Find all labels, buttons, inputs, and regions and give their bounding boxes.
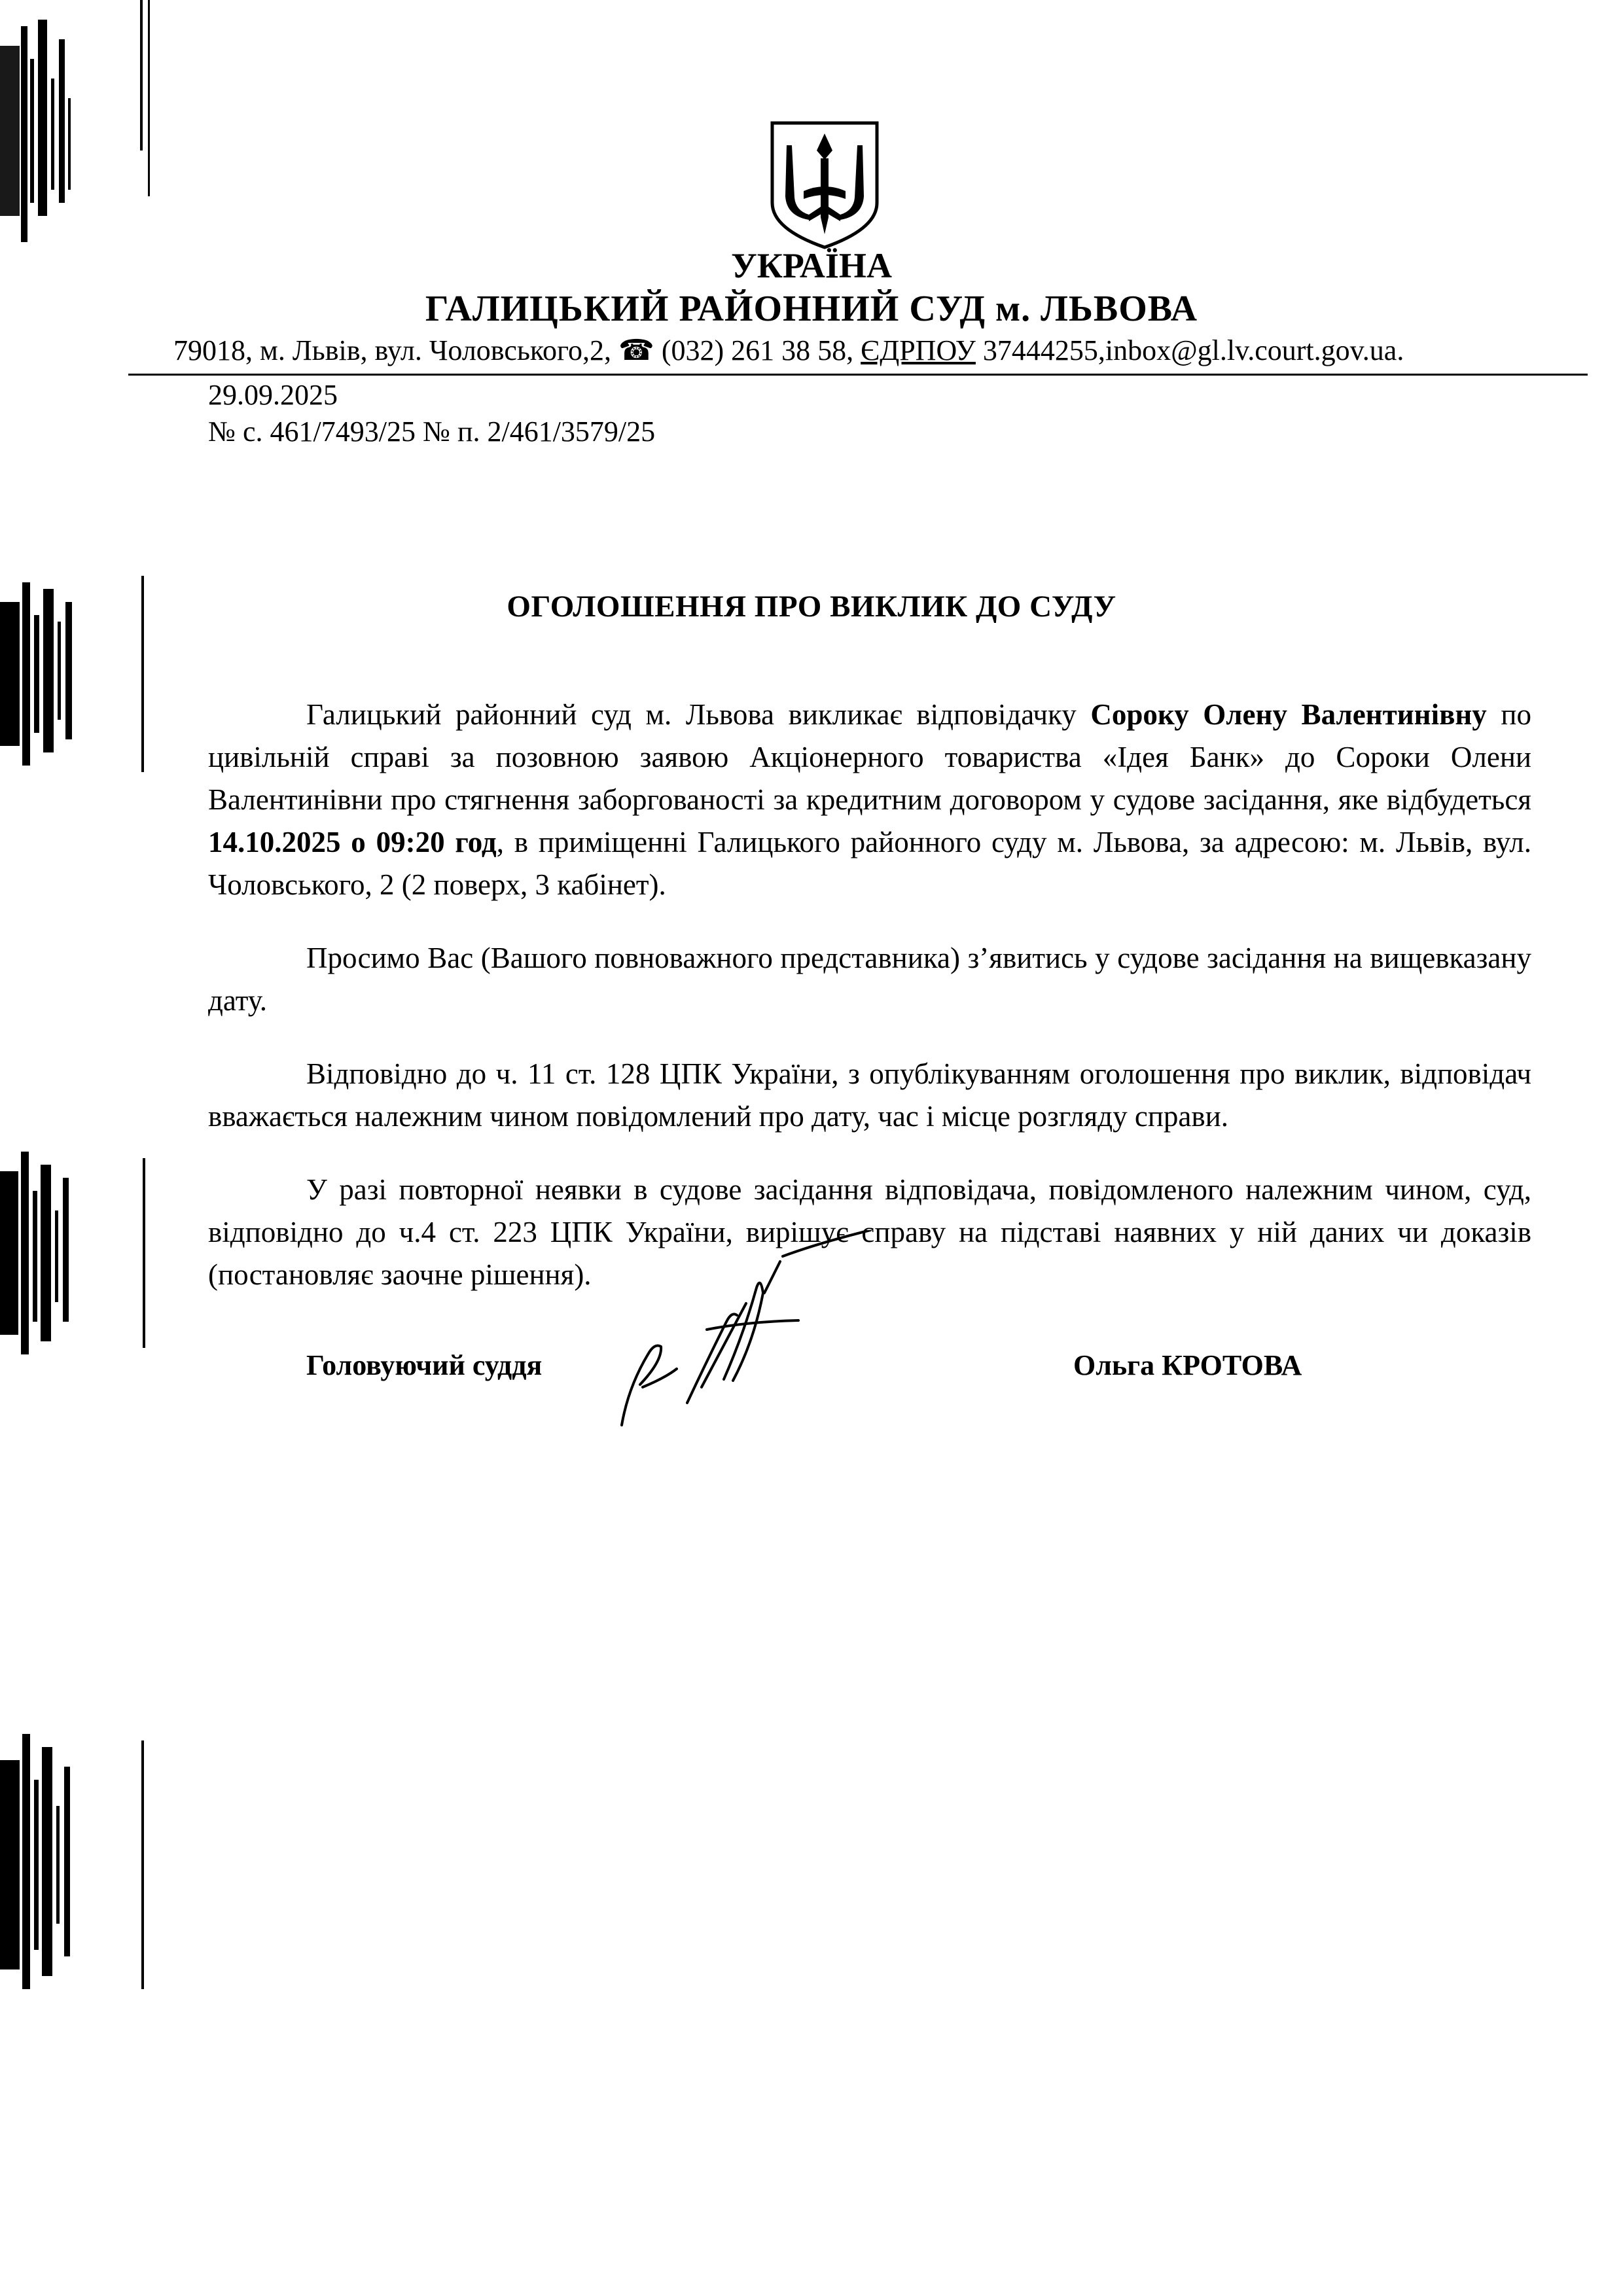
p1-text-a: Галицький районний суд м. Львова викликає відповідачку xyxy=(306,698,1091,731)
scan-artifact-left-lower-mid xyxy=(0,1152,157,1368)
ukraine-trident-icon xyxy=(767,119,882,250)
scan-artifact-left-top xyxy=(0,0,157,275)
telephone-icon: ☎ xyxy=(618,334,654,366)
paragraph-notice: Відповідно до ч. 11 ст. 128 ЦПК України, з опублікуванням оголошення про виклик, відповідач вважається належним чином повідомлений про дату, час і місце розгляду справи. xyxy=(208,1057,1531,1133)
case-number: № с. 461/7493/25 № п. 2/461/3579/25 xyxy=(208,415,656,448)
header-divider xyxy=(128,374,1588,376)
signer-name: Ольга КРОТОВА xyxy=(1073,1349,1302,1381)
p1-text-c: , в приміщенні Галицького районного суду м. Львова, за адресою: м. Львів, вул. Чоловського, 2 (2 поверх, 3 кабінет). xyxy=(208,826,1531,901)
defendant-name: Сороку Олену Валентинівну xyxy=(1090,698,1487,731)
court-phone: (032) 261 38 58, xyxy=(661,334,854,366)
paragraph-summons xyxy=(208,694,1531,906)
paragraph-request: Просимо Вас (Вашого повноважного представника) з’явитись у судове засідання на вищевказану дату. xyxy=(208,942,1531,1017)
edrpou-label: ЄДРПОУ xyxy=(861,334,976,366)
edrpou-code: 37444255, xyxy=(982,334,1105,366)
court-address: 79018, м. Львів, вул. Чоловського,2, xyxy=(173,334,612,366)
hearing-datetime: 14.10.2025 о 09:20 год xyxy=(208,826,497,858)
country-title: УКРАЇНА xyxy=(731,246,892,285)
p1-text-b: по цивільній справі за позовною заявою Акціонерного товариства «Ідея Банк» до Сороки Олени Валентинівни про стягнення заборгованості за кредитним договором у судове засідання, яке відбудеться xyxy=(208,698,1531,816)
court-contacts xyxy=(173,334,1404,367)
handwritten-signature xyxy=(609,1230,975,1439)
paragraph-consequence: У разі повторної неявки в судове засідання відповідача, повідомленого належним чином, суд, відповідно до ч.4 ст. 223 ЦПК України, вирішує справу на підставі наявних у ній даних чи доказів (постановляє заочне рішення). xyxy=(208,1173,1531,1291)
document-date: 29.09.2025 xyxy=(208,379,338,411)
court-email: inbox@gl.lv.court.gov.ua. xyxy=(1105,334,1404,366)
court-name: ГАЛИЦЬКИЙ РАЙОННИЙ СУД м. ЛЬВОВА xyxy=(425,289,1198,329)
signer-role: Головуючий суддя xyxy=(306,1349,543,1381)
document-title: ОГОЛОШЕННЯ ПРО ВИКЛИК ДО СУДУ xyxy=(507,590,1116,624)
scan-artifact-left-bottom xyxy=(0,1721,157,2009)
